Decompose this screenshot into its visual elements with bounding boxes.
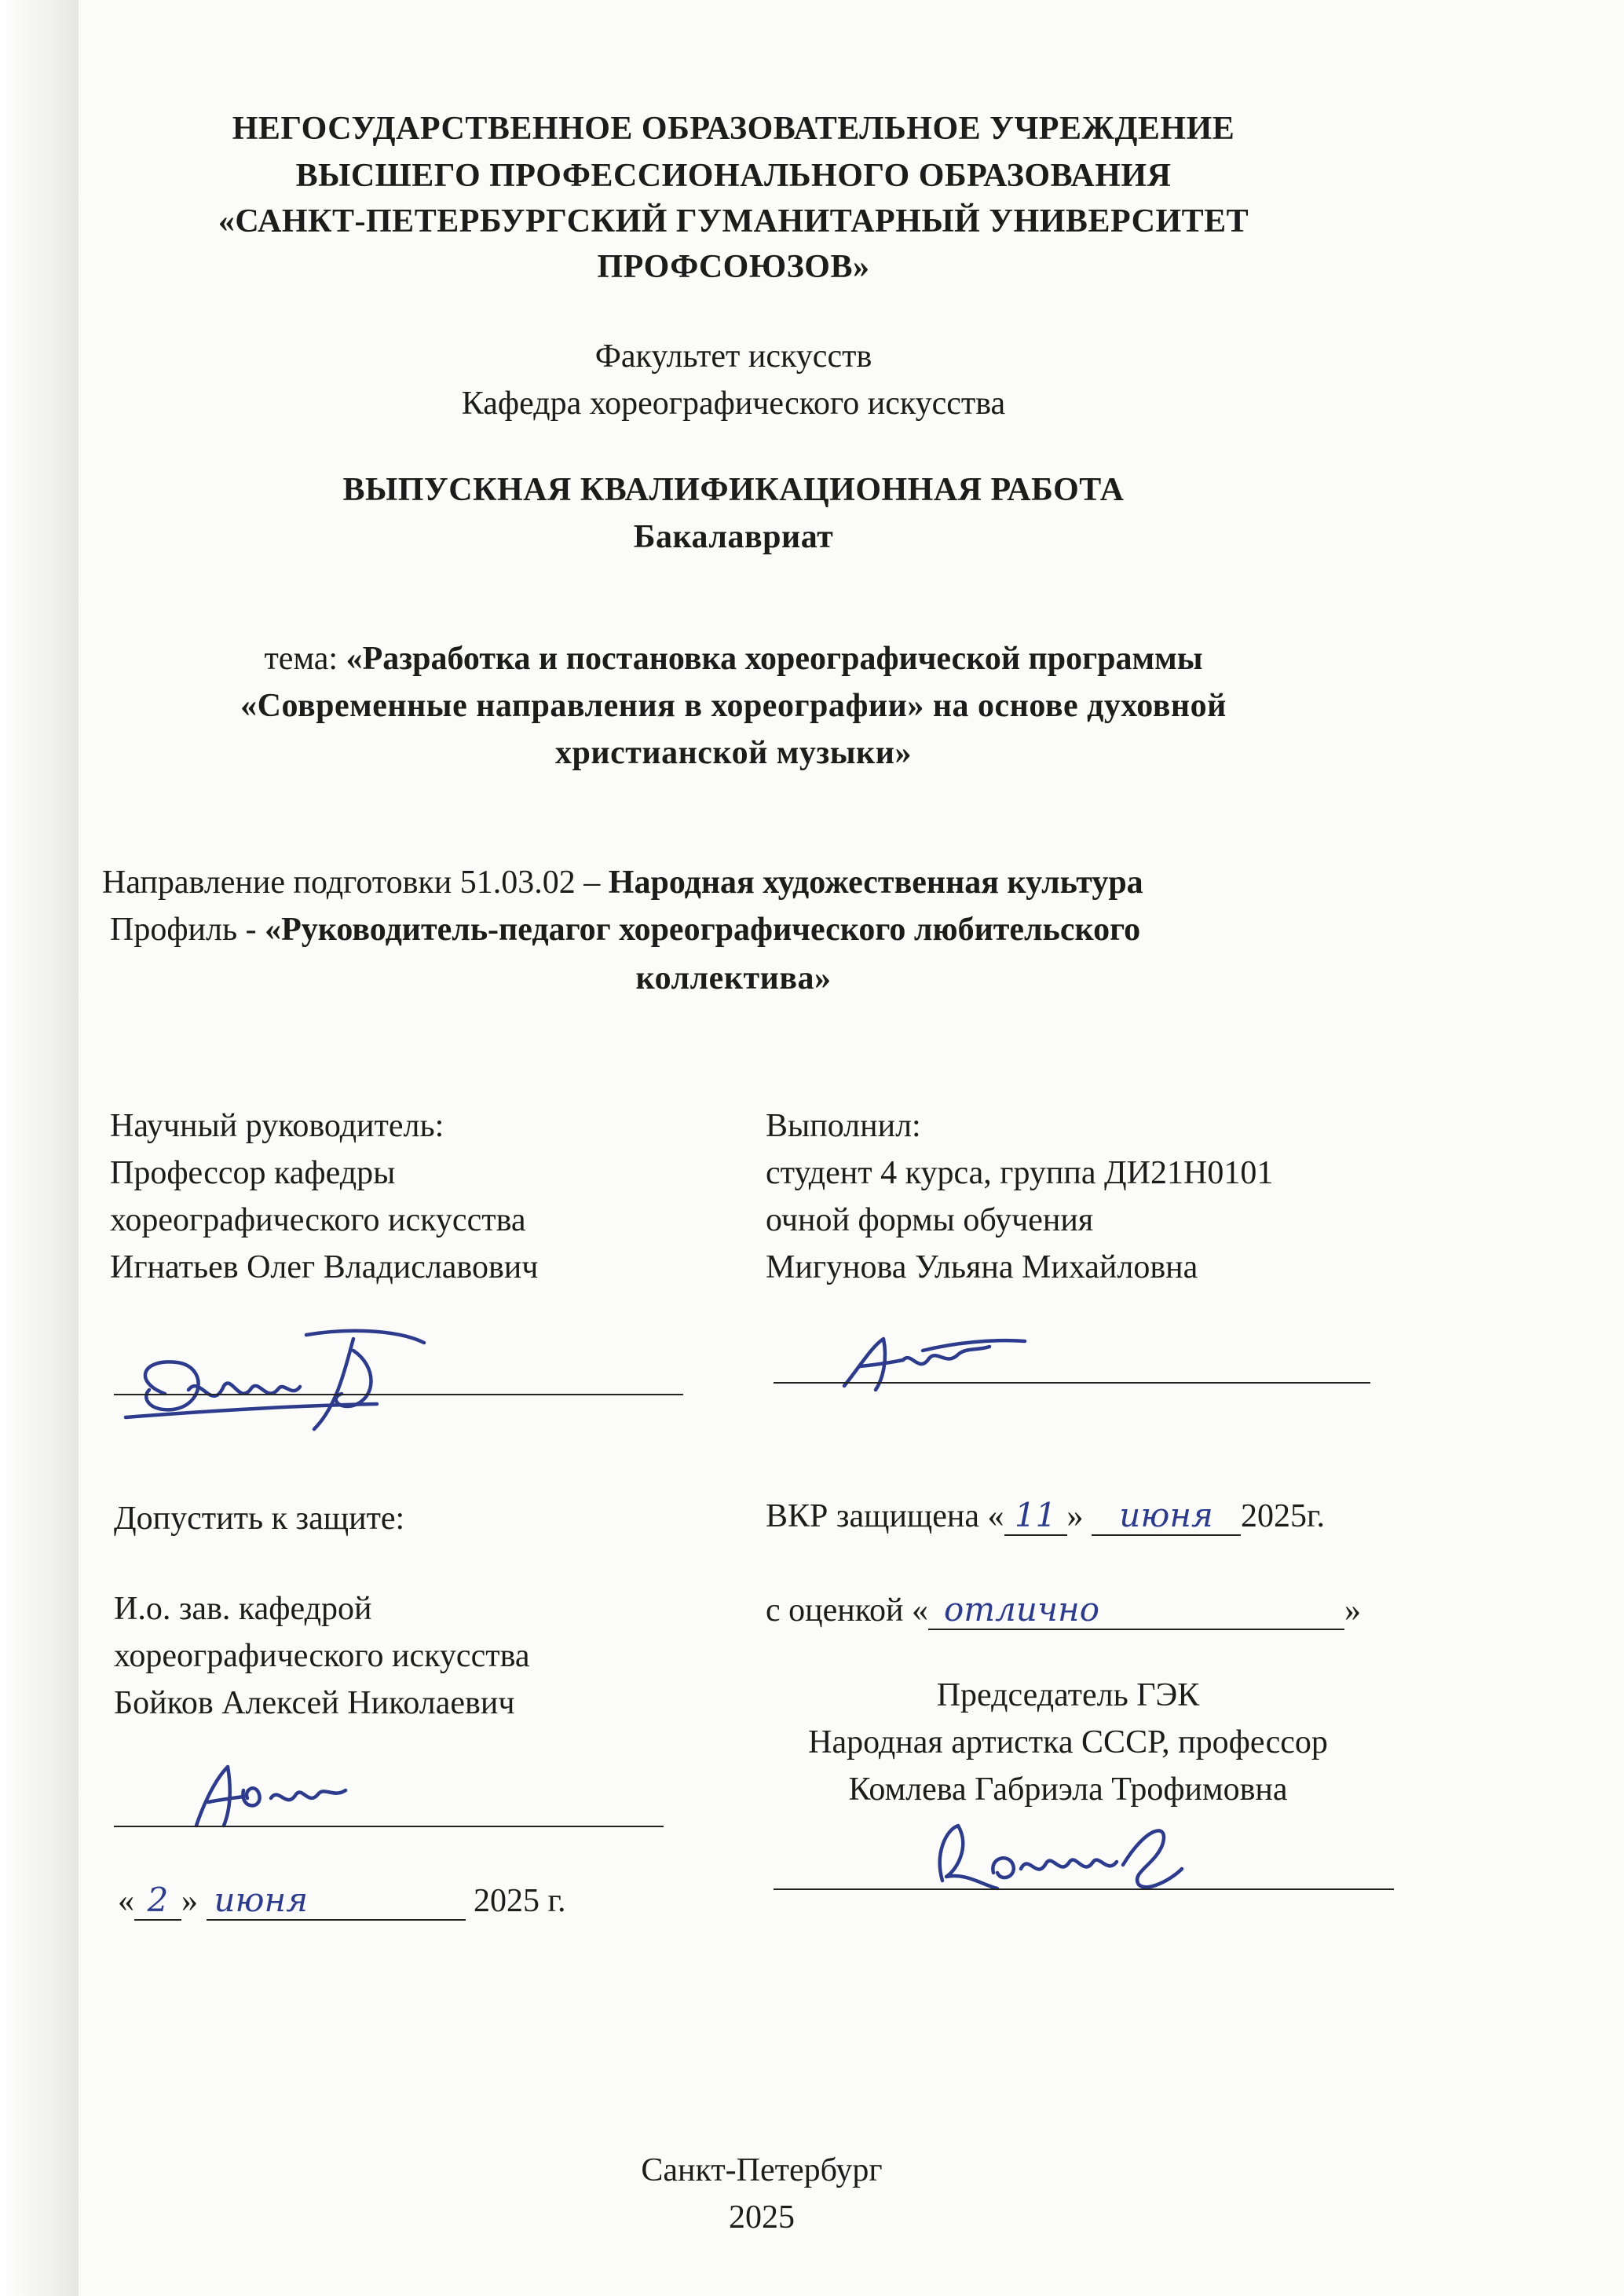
topic-title-1: «Разработка и постановка хореографической программы bbox=[346, 641, 1203, 677]
institution-line-1: НЕГОСУДАРСТВЕННОЕ ОБРАЗОВАТЕЛЬНОЕ УЧРЕЖДЕНИЕ bbox=[232, 111, 1235, 147]
topic-line-2: «Современные направления в хореографии» на основе духовной bbox=[240, 688, 1227, 724]
department: Кафедра хореографического искусства bbox=[461, 386, 1006, 422]
admission-date-open: « bbox=[118, 1883, 134, 1919]
footer-year: 2025 bbox=[729, 2199, 795, 2236]
gek-signature-line bbox=[774, 1888, 1394, 1890]
profile-value-line-2: коллектива» bbox=[635, 960, 832, 996]
supervisor-signature bbox=[118, 1319, 479, 1445]
supervisor-label: Научный руководитель: bbox=[110, 1108, 444, 1144]
performer-name: Мигунова Ульяна Михайловна bbox=[766, 1249, 1198, 1285]
direction-value: Народная художественная культура bbox=[608, 865, 1143, 901]
gek-name: Комлева Габриэла Трофимовна bbox=[848, 1771, 1288, 1808]
degree: Бакалавриат bbox=[633, 519, 834, 555]
institution-line-2: ВЫСШЕГО ПРОФЕССИОНАЛЬНОГО ОБРАЗОВАНИЯ bbox=[295, 158, 1172, 194]
profile-value: «Руководитель-педагог хореографического любительского bbox=[265, 912, 1141, 948]
admission-date bbox=[118, 1881, 566, 1921]
performer-signature-line bbox=[774, 1382, 1370, 1384]
performer-signature bbox=[828, 1319, 1048, 1398]
grade-label: с оценкой « bbox=[766, 1592, 928, 1629]
admission-label: Допустить к защите: bbox=[114, 1501, 405, 1537]
faculty: Факультет искусств bbox=[594, 338, 872, 375]
defense-day: 11 bbox=[1004, 1496, 1067, 1536]
gek-signature bbox=[911, 1810, 1241, 1904]
admission-signature bbox=[177, 1751, 381, 1837]
gek-title: Председатель ГЭК bbox=[936, 1677, 1200, 1713]
profile bbox=[110, 911, 1140, 949]
admission-signature-line bbox=[114, 1826, 664, 1827]
work-type: ВЫПУСКНАЯ КВАЛИФИКАЦИОННАЯ РАБОТА bbox=[342, 472, 1125, 508]
grade-line bbox=[766, 1590, 1361, 1630]
defense-close: » bbox=[1066, 1498, 1084, 1534]
defense-year: 2025г. bbox=[1241, 1498, 1326, 1534]
admission-date-close: » bbox=[181, 1883, 198, 1919]
admission-date-year: 2025 г. bbox=[474, 1883, 566, 1919]
defense-label: ВКР защищена « bbox=[766, 1498, 1004, 1534]
gek-position: Народная артистка СССР, профессор bbox=[808, 1724, 1328, 1760]
supervisor-name: Игнатьев Олег Владиславович bbox=[110, 1249, 539, 1285]
admission-name: Бойков Алексей Николаевич bbox=[114, 1685, 515, 1721]
profile-label: Профиль - bbox=[110, 912, 265, 948]
admission-date-day: 2 bbox=[134, 1881, 181, 1921]
binding-shadow bbox=[0, 0, 79, 2296]
performer-group: студент 4 курса, группа ДИ21Н0101 bbox=[766, 1155, 1274, 1191]
admission-position-2: хореографического искусства bbox=[114, 1638, 530, 1674]
direction bbox=[102, 864, 1143, 901]
supervisor-signature-line bbox=[114, 1394, 683, 1395]
admission-position-1: И.о. зав. кафедрой bbox=[114, 1591, 372, 1627]
performer-study-form: очной формы обучения bbox=[766, 1202, 1094, 1238]
institution-line-4: ПРОФСОЮЗОВ» bbox=[597, 249, 870, 285]
admission-date-month: июня bbox=[207, 1881, 466, 1921]
defense-month: июня bbox=[1092, 1496, 1241, 1536]
supervisor-position-1: Профессор кафедры bbox=[110, 1155, 396, 1191]
topic-line-3: христианской музыки» bbox=[555, 735, 912, 771]
topic-line-1 bbox=[79, 640, 1388, 678]
supervisor-position-2: хореографического искусства bbox=[110, 1202, 526, 1238]
defense-line bbox=[766, 1496, 1325, 1536]
grade-value: отлично bbox=[928, 1590, 1344, 1630]
topic-prefix: тема: bbox=[264, 641, 346, 677]
performer-label: Выполнил: bbox=[766, 1108, 921, 1144]
direction-label: Направление подготовки 51.03.02 – bbox=[102, 865, 609, 901]
grade-close: » bbox=[1344, 1592, 1361, 1629]
footer-city: Санкт-Петербург bbox=[641, 2152, 883, 2188]
institution-line-3: «САНКТ-ПЕТЕРБУРГСКИЙ ГУМАНИТАРНЫЙ УНИВЕРСИТЕТ bbox=[218, 203, 1249, 239]
